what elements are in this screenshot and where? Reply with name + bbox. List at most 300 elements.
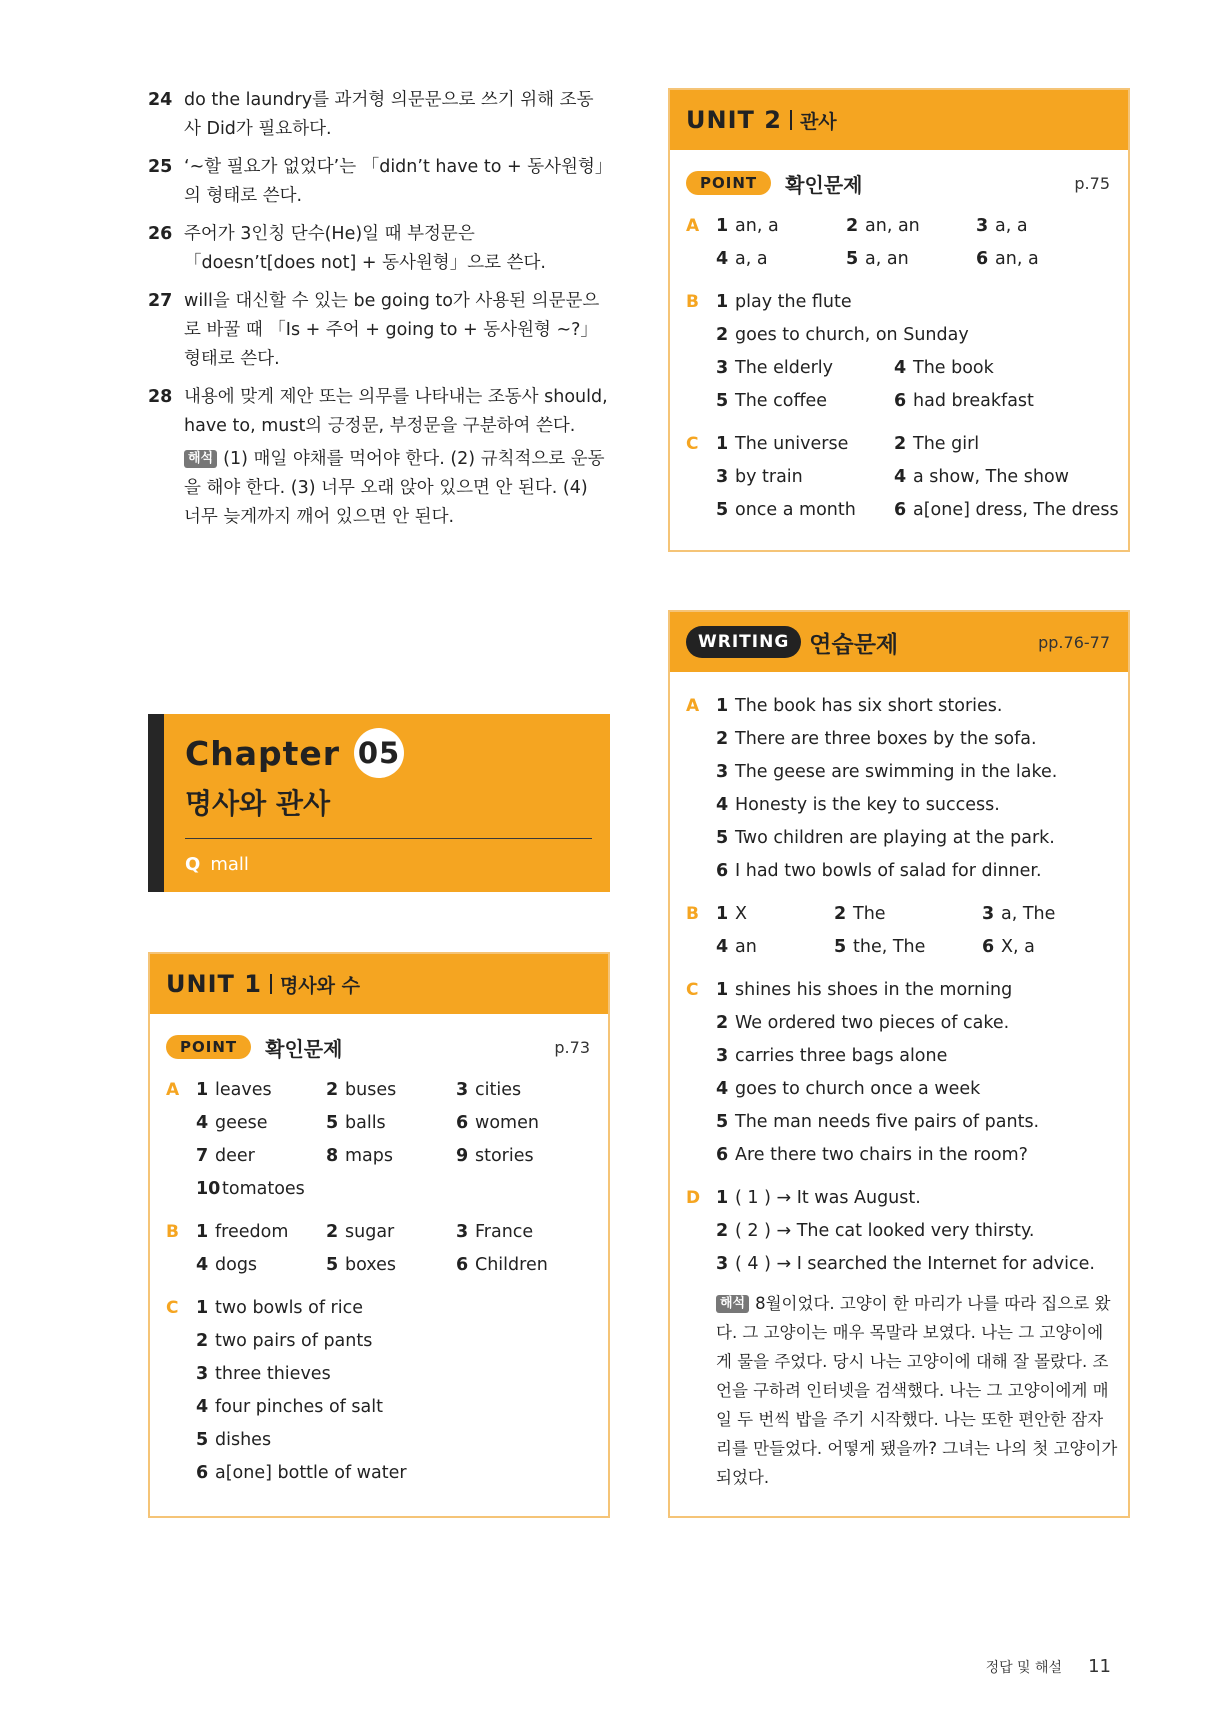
answer-number: 2: [326, 1080, 339, 1100]
answer-row: [196, 1358, 608, 1391]
answer-cell: [456, 1140, 534, 1173]
answer-row: [196, 1216, 608, 1249]
answer-text: shines his shoes in the morning: [735, 980, 1013, 1000]
answer-number: 4: [894, 358, 907, 378]
answer-cell: [716, 319, 969, 352]
list-item: [148, 220, 608, 278]
answer-text: a[one] bottle of water: [215, 1463, 407, 1483]
answer-text: balls: [345, 1113, 386, 1133]
answer-number: 8: [326, 1146, 339, 1166]
answer-row: [716, 822, 1128, 855]
answer-row: [716, 723, 1128, 756]
answer-text: cities: [475, 1080, 522, 1100]
answer-row: [196, 1249, 608, 1282]
section-letter: B: [166, 1222, 179, 1242]
item-text: will을 대신할 수 있는 be going to가 사용된 의문문으로 바꿀 때 「Is + 주어 + going to + 동사원형 ~?」 형태로 쓴다.: [184, 291, 600, 369]
answer-number: 5: [834, 937, 847, 957]
item-text: do the laundry를 과거형 의문문으로 쓰기 위해 조동사 Did가 필요하다.: [184, 90, 594, 139]
answer-cell: [716, 243, 846, 276]
answer-number: 1: [716, 980, 729, 1000]
answer-number: 5: [716, 828, 729, 848]
unit-divider: [270, 974, 272, 994]
answer-cell: [716, 1040, 947, 1073]
answer-text: a, an: [865, 249, 909, 269]
unit-label: UNIT 1: [166, 970, 262, 998]
answer-text: maps: [345, 1146, 393, 1166]
answer-row: [196, 1173, 608, 1206]
question-label: Q: [185, 854, 201, 875]
item-number: 24: [148, 90, 173, 110]
answer-text: stories: [475, 1146, 534, 1166]
answer-cell: [196, 1074, 326, 1107]
answer-number: 4: [196, 1255, 209, 1275]
answer-text: Are there two chairs in the room?: [735, 1145, 1028, 1165]
answer-cell: [716, 385, 894, 418]
answer-text: The book: [913, 358, 994, 378]
answer-row: [716, 1139, 1128, 1172]
answer-text: carries three bags alone: [735, 1046, 948, 1066]
page-reference: p.75: [1074, 173, 1110, 193]
section-letter: B: [686, 904, 699, 924]
answer-cell: [716, 1139, 1028, 1172]
answer-text: freedom: [215, 1222, 289, 1242]
answer-cell: [976, 243, 1039, 276]
chapter-label: Chapter: [185, 733, 341, 773]
answer-cell: [716, 1007, 1009, 1040]
answer-number: 2: [894, 434, 907, 454]
answer-number: 3: [716, 358, 729, 378]
answer-text: four pinches of salt: [215, 1397, 383, 1417]
translation-note: [670, 1289, 1128, 1492]
unit2-answers: [670, 210, 1128, 527]
answer-number: 2: [846, 216, 859, 236]
answer-number: 1: [196, 1298, 209, 1318]
answer-text: a, a: [995, 216, 1028, 236]
page-reference: pp.76-77: [1038, 632, 1110, 652]
answer-number: 7: [196, 1146, 209, 1166]
answer-cell: [716, 855, 1042, 888]
answer-cell: [716, 898, 834, 931]
answer-cell: [716, 352, 894, 385]
unit2-box: [668, 88, 1130, 552]
answer-number: 1: [716, 1188, 729, 1208]
answer-text: The book has six short stories.: [735, 696, 1003, 716]
answer-row: [716, 1106, 1128, 1139]
answer-number: 4: [716, 249, 729, 269]
section-title: 확인문제: [785, 172, 863, 197]
section-c: [670, 428, 1128, 527]
answer-cell: [716, 1106, 1039, 1139]
section-a: [150, 1074, 608, 1206]
answer-number: 6: [982, 937, 995, 957]
answer-cell: [834, 931, 982, 964]
answer-text: tomatoes: [222, 1179, 305, 1199]
answer-text: the, The: [853, 937, 926, 957]
section-letter: D: [686, 1188, 701, 1208]
answer-text: geese: [215, 1113, 268, 1133]
unit-divider: [790, 110, 792, 130]
point-badge: POINT: [166, 1035, 251, 1059]
answer-cell: [196, 1424, 271, 1457]
answer-cell: [456, 1216, 533, 1249]
unit-label: UNIT 2: [686, 106, 782, 134]
answer-row: [716, 319, 1128, 352]
answer-text: There are three boxes by the sofa.: [735, 729, 1037, 749]
answer-text: goes to church, on Sunday: [735, 325, 969, 345]
answer-cell: [846, 243, 976, 276]
page-reference: p.73: [554, 1037, 590, 1057]
answer-text: by train: [735, 467, 803, 487]
answer-text: a[one] dress, The dress: [913, 500, 1119, 520]
answer-text: two pairs of pants: [215, 1331, 373, 1351]
answer-text: a, The: [1001, 904, 1056, 924]
answer-text: an: [735, 937, 757, 957]
answer-number: 2: [716, 1013, 729, 1033]
answer-row: [716, 1215, 1128, 1248]
answer-cell: [716, 1182, 921, 1215]
answer-number: 1: [716, 696, 729, 716]
answer-row: [196, 1391, 608, 1424]
answer-cell: [834, 898, 982, 931]
answer-cell: [846, 210, 976, 243]
list-item: [148, 287, 608, 374]
answer-cell: [716, 789, 1000, 822]
list-item: [148, 383, 608, 532]
chapter-divider: [185, 838, 592, 839]
answer-cell: [716, 1215, 1034, 1248]
section-a: [670, 690, 1128, 888]
list-item: [148, 86, 608, 144]
answer-text: X: [735, 904, 747, 924]
answer-text: X, a: [1001, 937, 1035, 957]
answer-cell: [716, 756, 1057, 789]
answer-cell: [894, 494, 1119, 527]
answer-cell: [716, 286, 852, 319]
answer-number: 6: [894, 500, 907, 520]
answer-text: boxes: [345, 1255, 396, 1275]
section-letter: C: [686, 434, 699, 454]
answer-text: sugar: [345, 1222, 395, 1242]
answer-text: ( 1 ) → It was August.: [735, 1188, 921, 1208]
answer-text: had breakfast: [913, 391, 1034, 411]
answer-cell: [716, 931, 834, 964]
writing-badge: WRITING: [686, 626, 801, 658]
answer-cell: [894, 352, 994, 385]
answer-row: [716, 789, 1128, 822]
answer-number: 9: [456, 1146, 469, 1166]
answer-cell: [716, 494, 894, 527]
answer-text: deer: [215, 1146, 255, 1166]
answer-row: [716, 428, 1128, 461]
answer-row: [716, 494, 1128, 527]
answer-cell: [894, 385, 1034, 418]
answer-cell: [982, 931, 1035, 964]
section-letter: A: [166, 1080, 180, 1100]
section-letter: A: [686, 696, 700, 716]
answer-text: I had two bowls of salad for dinner.: [735, 861, 1042, 881]
answer-row: [716, 898, 1128, 931]
answer-row: [716, 1073, 1128, 1106]
item-text: ‘~할 필요가 없었다’는 「didn’t have to + 동사원형」의 형태로 쓴다.: [184, 157, 604, 206]
answer-number: 6: [456, 1255, 469, 1275]
answer-cell: [196, 1292, 363, 1325]
answer-cell: [456, 1107, 539, 1140]
answer-row: [716, 461, 1128, 494]
unit1-answers: [150, 1074, 608, 1490]
translation-text: (1) 매일 야채를 먹어야 한다. (2) 규칙적으로 운동을 해야 한다. (3) 너무 오래 앉아 있으면 안 된다. (4) 너무 늦게까지 깨어 있으면 안 된다.: [184, 449, 605, 527]
answer-number: 6: [716, 861, 729, 881]
translation-tag: 해석: [184, 450, 217, 468]
section-letter: C: [686, 980, 699, 1000]
answer-text: We ordered two pieces of cake.: [735, 1013, 1010, 1033]
answer-number: 1: [716, 904, 729, 924]
answer-row: [196, 1107, 608, 1140]
answer-row: [196, 1140, 608, 1173]
answer-text: ( 4 ) → I searched the Internet for advice.: [735, 1254, 1095, 1274]
section-letter: A: [686, 216, 700, 236]
answer-cell: [456, 1249, 548, 1282]
answer-row: [716, 286, 1128, 319]
answer-cell: [196, 1173, 305, 1206]
left-answer-list: [148, 86, 608, 541]
answer-text: buses: [345, 1080, 397, 1100]
answer-cell: [196, 1391, 383, 1424]
item-text: 주어가 3인칭 단수(He)일 때 부정문은 「doesn’t[does not] + 동사원형」으로 쓴다.: [184, 224, 546, 273]
answer-text: women: [475, 1113, 539, 1133]
answer-number: 2: [196, 1331, 209, 1351]
answer-cell: [716, 1248, 1095, 1281]
answer-cell: [716, 428, 894, 461]
writing-box: [668, 610, 1130, 1518]
answer-number: 3: [716, 1046, 729, 1066]
section-title: 확인문제: [265, 1036, 343, 1061]
answer-row: [716, 690, 1128, 723]
answer-row: [196, 1457, 608, 1490]
answer-cell: [196, 1325, 372, 1358]
answer-number: 4: [716, 1079, 729, 1099]
section-title: 연습문제: [809, 631, 899, 658]
answer-number: 5: [716, 391, 729, 411]
answer-number: 3: [456, 1222, 469, 1242]
chapter-question: [185, 854, 249, 875]
answer-cell: [716, 210, 846, 243]
answer-row: [196, 1325, 608, 1358]
answer-cell: [326, 1107, 456, 1140]
answer-row: [716, 1248, 1128, 1281]
answer-number: 4: [716, 795, 729, 815]
answer-text: leaves: [215, 1080, 272, 1100]
answer-number: 1: [716, 434, 729, 454]
answer-text: ( 2 ) → The cat looked very thirsty.: [735, 1221, 1035, 1241]
answer-number: 3: [196, 1364, 209, 1384]
item-number: 27: [148, 291, 173, 311]
page-footer: [986, 1656, 1111, 1677]
answer-row: [196, 1424, 608, 1457]
answer-number: 5: [716, 500, 729, 520]
item-text: [184, 383, 608, 532]
answer-cell: [976, 210, 1028, 243]
answer-number: 4: [894, 467, 907, 487]
section-b: [670, 898, 1128, 964]
section-a: [670, 210, 1128, 276]
answer-number: 1: [716, 292, 729, 312]
answer-text: The universe: [735, 434, 849, 454]
answer-text: The man needs five pairs of pants.: [735, 1112, 1040, 1132]
answer-row: [716, 1182, 1128, 1215]
writing-header: [670, 612, 1128, 672]
answer-number: 6: [456, 1113, 469, 1133]
section-d: [670, 1182, 1128, 1281]
answer-cell: [196, 1140, 326, 1173]
answer-text: Two children are playing at the park.: [735, 828, 1055, 848]
unit-name: 관사: [799, 110, 837, 133]
answer-number: 6: [196, 1463, 209, 1483]
answer-cell: [716, 461, 894, 494]
answer-row: [716, 931, 1128, 964]
chapter-title: [185, 728, 404, 778]
answer-text: two bowls of rice: [215, 1298, 363, 1318]
answer-text: a, a: [735, 249, 768, 269]
answer-cell: [326, 1140, 456, 1173]
section-b: [670, 286, 1128, 418]
answer-number: 5: [716, 1112, 729, 1132]
answer-text: dishes: [215, 1430, 272, 1450]
answer-number: 5: [196, 1430, 209, 1450]
answer-cell: [196, 1249, 326, 1282]
answer-cell: [894, 461, 1069, 494]
answer-number: 2: [716, 729, 729, 749]
answer-text: The coffee: [735, 391, 828, 411]
answer-row: [196, 1292, 608, 1325]
section-c: [150, 1292, 608, 1490]
item-number: 25: [148, 157, 173, 177]
answer-text: goes to church once a week: [735, 1079, 981, 1099]
answer-text: play the flute: [735, 292, 852, 312]
answer-number: 10: [196, 1179, 221, 1199]
answer-number: 1: [196, 1222, 209, 1242]
answer-cell: [716, 1073, 980, 1106]
unit2-header: [670, 90, 1128, 150]
section-b: [150, 1216, 608, 1282]
answer-cell: [716, 974, 1012, 1007]
answer-number: 3: [716, 1254, 729, 1274]
answer-text: an, a: [995, 249, 1039, 269]
answer-row: [716, 243, 1128, 276]
answer-row: [196, 1074, 608, 1107]
translation-text: 8월이었다. 고양이 한 마리가 나를 따라 집으로 왔다. 그 고양이는 매우 목말라 보였다. 나는 그 고양이에게 물을 주었다. 당시 나는 고양이에 대해 잘 몰랐다. 조언을 구하려 인터넷을 검색했다. 나는 그 고양이에게 매일 두 번씩 밥을 주기 시작했다. 나는 또한 편안한 잠자리를 만들었다. 어떻게 됐을까? 그녀는 나의 첫 고양이가 되었다.: [716, 1294, 1118, 1487]
question-answer: mall: [210, 854, 249, 875]
answer-number: 2: [716, 1221, 729, 1241]
list-item: [148, 153, 608, 211]
unit2-subheader: [670, 150, 1128, 200]
footer-label: 정답 및 해설: [985, 1659, 1063, 1676]
answer-row: [716, 1007, 1128, 1040]
answer-number: 1: [716, 216, 729, 236]
answer-text: three thieves: [215, 1364, 331, 1384]
answer-text: Children: [475, 1255, 548, 1275]
page-number: 11: [1088, 1656, 1111, 1677]
unit1-header: [150, 954, 608, 1014]
answer-cell: [196, 1107, 326, 1140]
answer-number: 6: [716, 1145, 729, 1165]
answer-number: 4: [716, 937, 729, 957]
answer-row: [716, 352, 1128, 385]
answer-text: an, a: [735, 216, 779, 236]
answer-number: 6: [894, 391, 907, 411]
answer-text: a show, The show: [913, 467, 1069, 487]
answer-text: France: [475, 1222, 534, 1242]
answer-number: 2: [716, 325, 729, 345]
chapter-number: 05: [354, 728, 404, 778]
answer-cell: [894, 428, 979, 461]
answer-cell: [716, 690, 1002, 723]
translation-note: [184, 445, 608, 532]
answer-number: 1: [196, 1080, 209, 1100]
unit1-box: [148, 952, 610, 1518]
answer-cell: [326, 1249, 456, 1282]
answer-number: 5: [846, 249, 859, 269]
answer-cell: [456, 1074, 521, 1107]
answer-cell: [982, 898, 1055, 931]
answer-number: 2: [834, 904, 847, 924]
answer-number: 3: [456, 1080, 469, 1100]
chapter-subtitle: 명사와 관사: [185, 787, 330, 820]
item-text-main: 내용에 맞게 제안 또는 의무를 나타내는 조동사 should, have to, must의 긍정문, 부정문을 구분하여 쓴다.: [184, 387, 608, 436]
answer-number: 3: [976, 216, 989, 236]
answer-row: [716, 210, 1128, 243]
answer-row: [716, 855, 1128, 888]
answer-number: 3: [982, 904, 995, 924]
section-letter: C: [166, 1298, 179, 1318]
answer-text: an, an: [865, 216, 920, 236]
answer-row: [716, 974, 1128, 1007]
answer-row: [716, 385, 1128, 418]
section-c: [670, 974, 1128, 1172]
answer-text: The geese are swimming in the lake.: [735, 762, 1058, 782]
answer-number: 4: [196, 1113, 209, 1133]
answer-number: 5: [326, 1255, 339, 1275]
chapter-banner: [148, 714, 610, 892]
answer-cell: [716, 822, 1055, 855]
unit1-subheader: [150, 1014, 608, 1064]
answer-row: [716, 1040, 1128, 1073]
answer-text: once a month: [735, 500, 856, 520]
answer-text: The: [853, 904, 886, 924]
answer-number: 3: [716, 762, 729, 782]
answer-text: Honesty is the key to success.: [735, 795, 1000, 815]
unit-name: 명사와 수: [279, 974, 360, 997]
answer-text: The girl: [913, 434, 980, 454]
section-letter: B: [686, 292, 699, 312]
answer-cell: [196, 1216, 326, 1249]
answer-cell: [716, 723, 1037, 756]
answer-row: [716, 756, 1128, 789]
answer-text: dogs: [215, 1255, 258, 1275]
point-badge: POINT: [686, 171, 771, 195]
answer-cell: [326, 1074, 456, 1107]
answer-number: 4: [196, 1397, 209, 1417]
answer-number: 2: [326, 1222, 339, 1242]
answer-number: 3: [716, 467, 729, 487]
answer-cell: [326, 1216, 456, 1249]
answer-number: 6: [976, 249, 989, 269]
answer-cell: [196, 1457, 407, 1490]
item-number: 26: [148, 224, 173, 244]
writing-answers: [670, 690, 1128, 1281]
item-number: 28: [148, 387, 173, 407]
answer-number: 5: [326, 1113, 339, 1133]
answer-text: The elderly: [735, 358, 834, 378]
